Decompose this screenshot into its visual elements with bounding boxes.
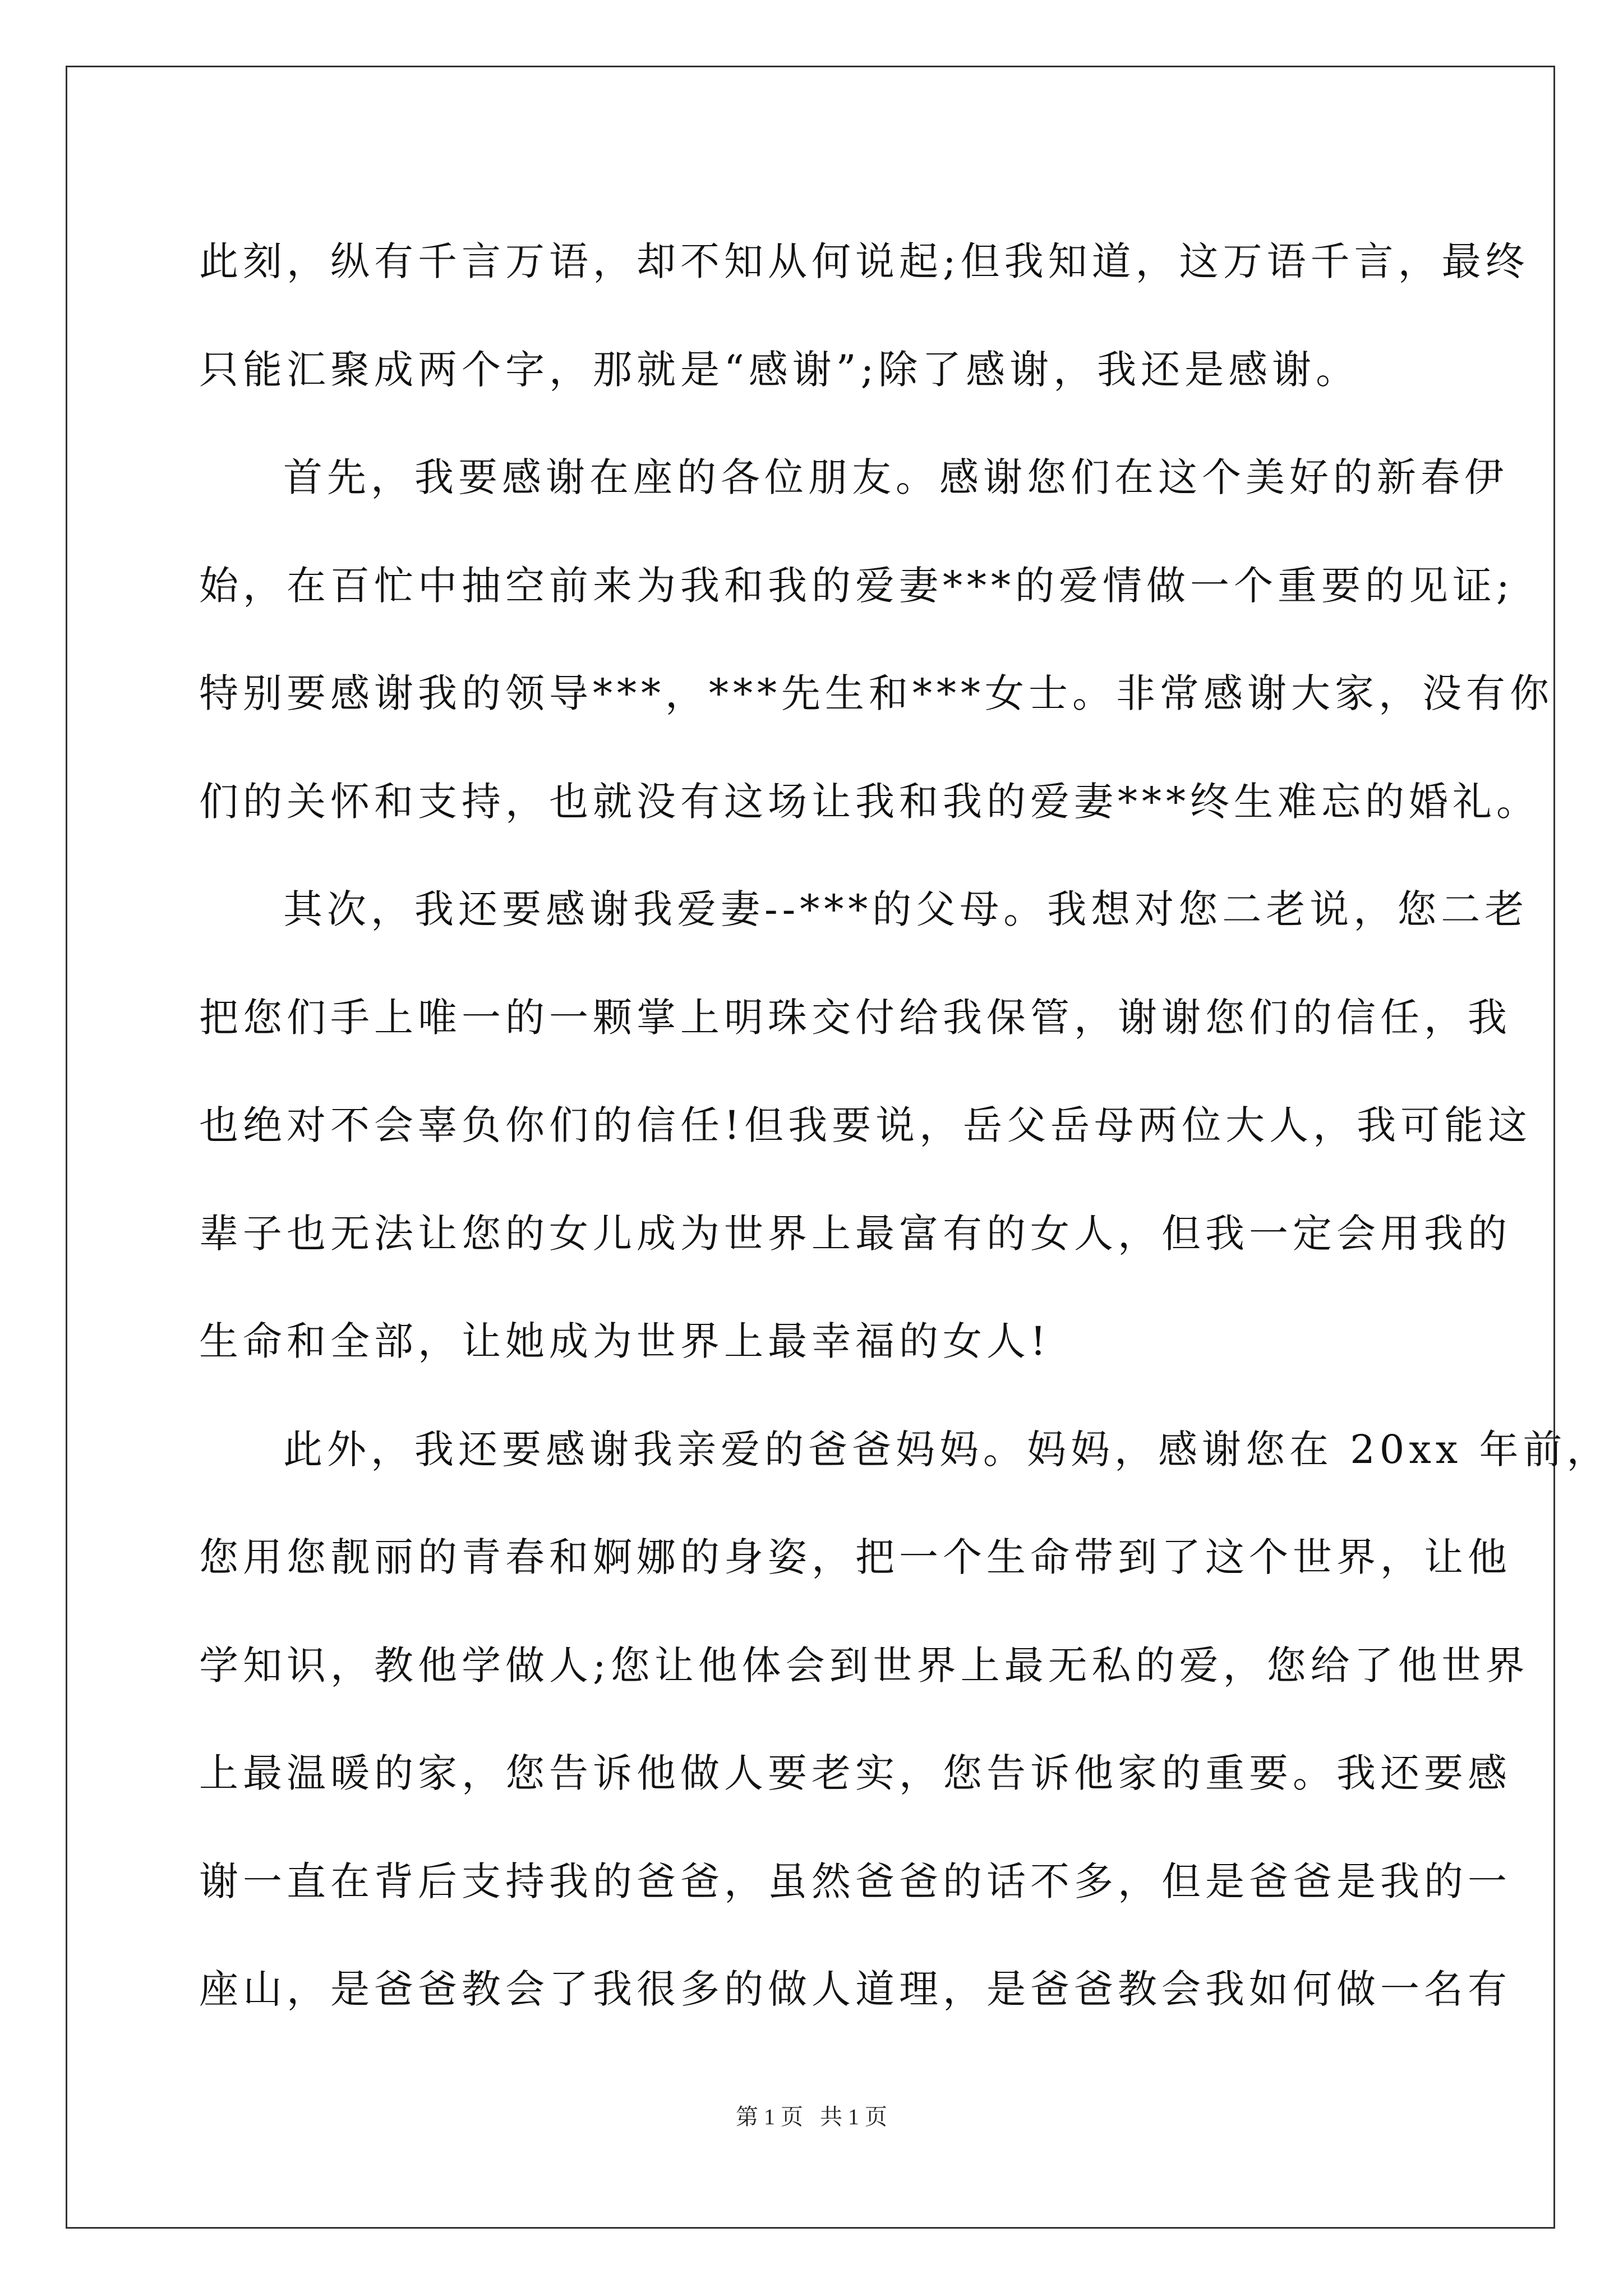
text-line: 此刻，纵有千言万语，却不知从何说起;但我知道，这万语千言，最终 [199,238,1529,284]
text-line: 此外，我还要感谢我亲爱的爸爸妈妈。妈妈，感谢您在 20xx 年前， [283,1426,1611,1473]
text-line: 也绝对不会辜负你们的信任!但我要说，岳父岳母两位大人，我可能这 [199,1102,1532,1148]
text-line: 把您们手上唯一的一颗掌上明珠交付给我保管，谢谢您们的信任，我 [199,994,1511,1041]
text-line: 其次，我还要感谢我爱妻--***的父母。我想对您二老说，您二老 [283,886,1529,932]
text-line: 生命和全部，让她成为世界上最幸福的女人! [199,1318,1051,1364]
text-line: 学知识，教他学做人;您让他体会到世界上最无私的爱，您给了他世界 [199,1642,1529,1688]
text-line: 辈子也无法让您的女儿成为世界上最富有的女人，但我一定会用我的 [199,1210,1511,1257]
text-line: 只能汇聚成两个字，那就是“感谢”;除了感谢，我还是感谢。 [199,346,1360,393]
text-line: 始，在百忙中抽空前来为我和我的爱妻***的爱情做一个重要的见证; [199,562,1514,609]
text-line: 们的关怀和支持，也就没有这场让我和我的爱妻***终生难忘的婚礼。 [199,778,1540,825]
text-line: 您用您靓丽的青春和婀娜的身姿，把一个生命带到了这个世界，让他 [199,1534,1511,1580]
text-line: 上最温暖的家，您告诉他做人要老实，您告诉他家的重要。我还要感 [199,1750,1511,1796]
document-body [199,208,1611,2044]
text-line: 谢一直在背后支持我的爸爸，虽然爸爸的话不多，但是爸爸是我的一 [199,1858,1511,1904]
text-line: 座山，是爸爸教会了我很多的做人道理，是爸爸教会我如何做一名有 [199,1966,1511,2012]
text-line: 首先，我要感谢在座的各位朋友。感谢您们在这个美好的新春伊 [283,454,1508,500]
page-footer: 第 1 页 共 1 页 [736,2104,887,2129]
text-line: 特别要感谢我的领导***，***先生和***女士。非常感谢大家，没有你 [199,670,1553,716]
